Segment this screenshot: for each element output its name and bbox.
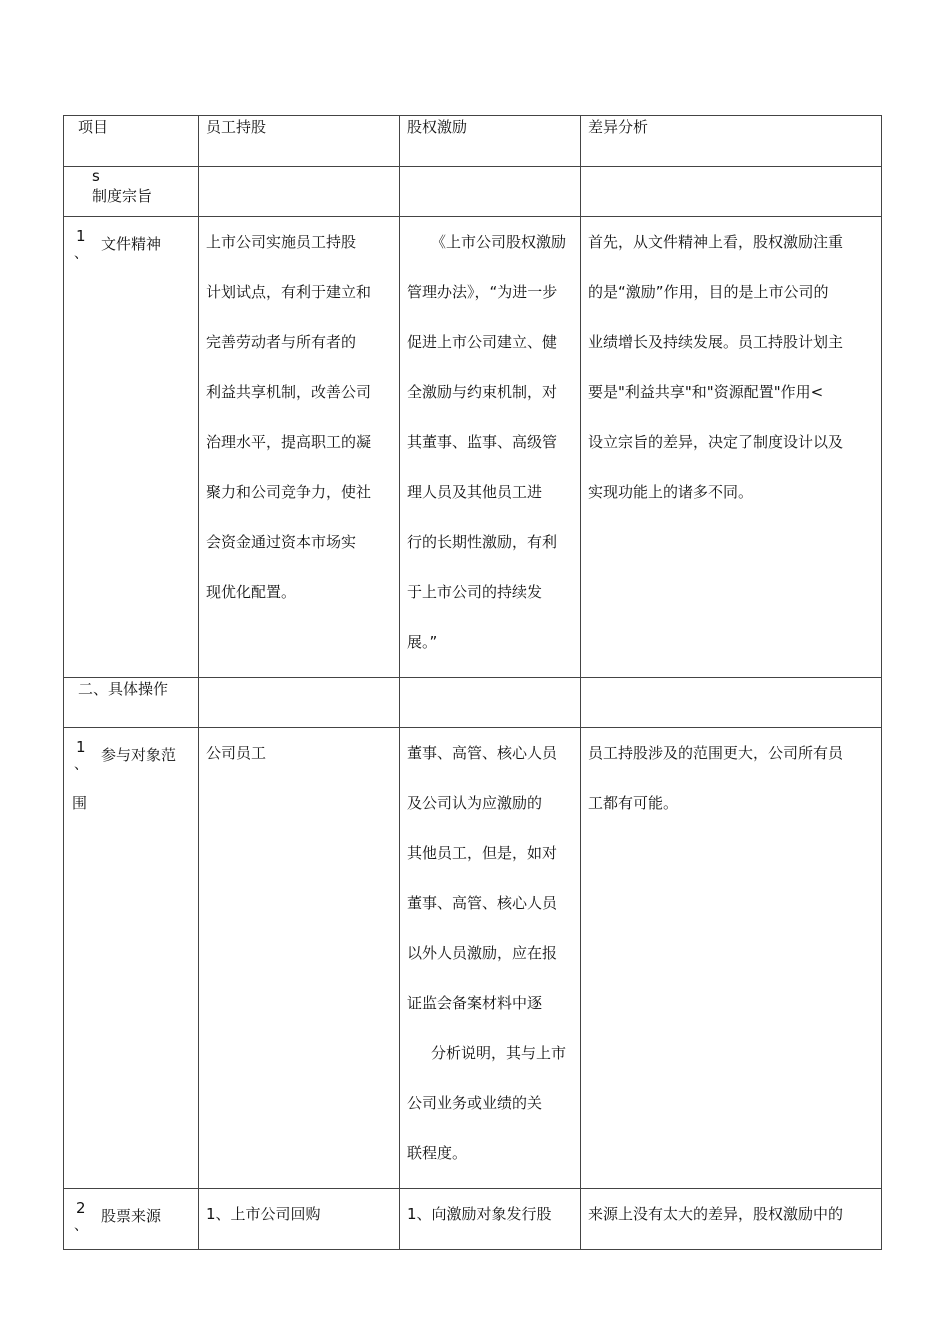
table-row: [64, 1189, 882, 1250]
section-label: 二、具体操作: [78, 680, 169, 698]
header-cell: [64, 116, 199, 167]
section-row: [64, 167, 882, 217]
item-label: 股票来源: [101, 1207, 162, 1225]
cell-text-line: 公司员工: [206, 744, 267, 762]
section-label: 制度宗旨: [92, 187, 153, 205]
cell-text-line: 全激励与约束机制，对: [407, 383, 558, 401]
section-title: [64, 167, 198, 206]
item-label: 参与对象范: [101, 746, 177, 764]
cell-text-line: 设立宗旨的差异，决定了制度设计以及: [588, 433, 844, 451]
cell-text-line: 于上市公司的持续发: [407, 583, 543, 601]
empty-cell: [581, 167, 882, 217]
equity-incentive-cell: [400, 217, 581, 678]
header-employee-stock: 员工持股: [206, 118, 267, 136]
item-cell: [64, 217, 199, 678]
empty-cell: [581, 678, 882, 728]
comparison-table: [63, 115, 882, 1250]
item-cell: [64, 1189, 199, 1250]
cell-text-line: 董事、高管、核心人员: [407, 744, 558, 762]
cell-text-line: 业绩增长及持续发展。员工持股计划主: [588, 333, 844, 351]
cell-text-line: 完善劳动者与所有者的: [206, 333, 357, 351]
cell-text-line: 要是"利益共享"和"资源配置"作用<: [588, 383, 824, 401]
cell-text-line: 以外人员激励，应在报: [407, 944, 558, 962]
cell-text-line: 会资金通过资本市场实: [206, 533, 357, 551]
header-item: 项目: [78, 118, 109, 136]
cell-text-line: 1、向激励对象发行股: [407, 1205, 552, 1223]
cell-text-line: 来源上没有太大的差异，股权激励中的: [588, 1205, 844, 1223]
cell-text-line: 员工持股涉及的范围更大，公司所有员: [588, 744, 844, 762]
empty-cell: [400, 678, 581, 728]
header-difference: 差异分析: [588, 118, 649, 136]
employee-stock-cell: [199, 728, 400, 1189]
section-cell: [64, 167, 199, 217]
cell-text-line: 证监会备案材料中逐: [407, 994, 543, 1012]
section-marker: s: [92, 167, 100, 185]
employee-stock-cell: [199, 217, 400, 678]
table-row: [64, 728, 882, 1189]
cell-text-line: 行的长期性激励，有利: [407, 533, 558, 551]
cell-text-line: 展。”: [407, 633, 438, 651]
item-number: 1: [76, 227, 86, 245]
difference-cell: [581, 1189, 882, 1250]
table-row: [64, 217, 882, 678]
cell-text-line: 管理办法》，“为进一步: [407, 283, 558, 301]
cell-text-line: 董事、高管、核心人员: [407, 894, 558, 912]
cell-text-line: 1、上市公司回购: [206, 1205, 321, 1223]
cell-text-line: 《上市公司股权激励: [431, 233, 567, 251]
section-row: [64, 678, 882, 728]
equity-incentive-cell: [400, 728, 581, 1189]
table-header-row: [64, 116, 882, 167]
cell-text-line: 的是“激励”作用，目的是上市公司的: [588, 283, 829, 301]
empty-cell: [400, 167, 581, 217]
item-number: 1: [76, 738, 86, 756]
item-label: 文件精神: [101, 235, 162, 253]
cell-text-line: 及公司认为应激励的: [407, 794, 543, 812]
difference-cell: [581, 728, 882, 1189]
cell-text-line: 促进上市公司建立、健: [407, 333, 558, 351]
item-number-mark: 、: [74, 1218, 88, 1234]
cell-text-line: 分析说明，其与上市: [431, 1044, 567, 1062]
item-number-mark: 、: [74, 246, 88, 262]
header-cell: [400, 116, 581, 167]
cell-text-line: 聚力和公司竞争力，使社: [206, 483, 372, 501]
cell-text-line: 实现功能上的诸多不同。: [588, 483, 754, 501]
cell-text-line: 理人员及其他员工进: [407, 483, 543, 501]
cell-text-line: 首先，从文件精神上看，股权激励注重: [588, 233, 844, 251]
cell-text-line: 计划试点，有利于建立和: [206, 283, 372, 301]
cell-text-line: 上市公司实施员工持股: [206, 233, 357, 251]
cell-text-line: 联程度。: [407, 1144, 468, 1162]
cell-text-line: 公司业务或业绩的关: [407, 1094, 543, 1112]
item-number-mark: 、: [74, 757, 88, 773]
empty-cell: [199, 678, 400, 728]
cell-text-line: 利益共享机制，改善公司: [206, 383, 372, 401]
header-cell: [581, 116, 882, 167]
item-cell: [64, 728, 199, 1189]
section-cell: [64, 678, 199, 728]
cell-text-line: 现优化配置。: [206, 583, 297, 601]
item-label-continued: 围: [72, 794, 88, 812]
equity-incentive-cell: [400, 1189, 581, 1250]
cell-text-line: 其他员工，但是，如对: [407, 844, 558, 862]
empty-cell: [199, 167, 400, 217]
difference-cell: [581, 217, 882, 678]
employee-stock-cell: [199, 1189, 400, 1250]
cell-text-line: 治理水平，提高职工的凝: [206, 433, 372, 451]
cell-text-line: 其董事、监事、高级管: [407, 433, 558, 451]
header-equity-incentive: 股权激励: [407, 118, 468, 136]
cell-text-line: 工都有可能。: [588, 794, 679, 812]
header-cell: [199, 116, 400, 167]
item-number: 2: [76, 1199, 86, 1217]
